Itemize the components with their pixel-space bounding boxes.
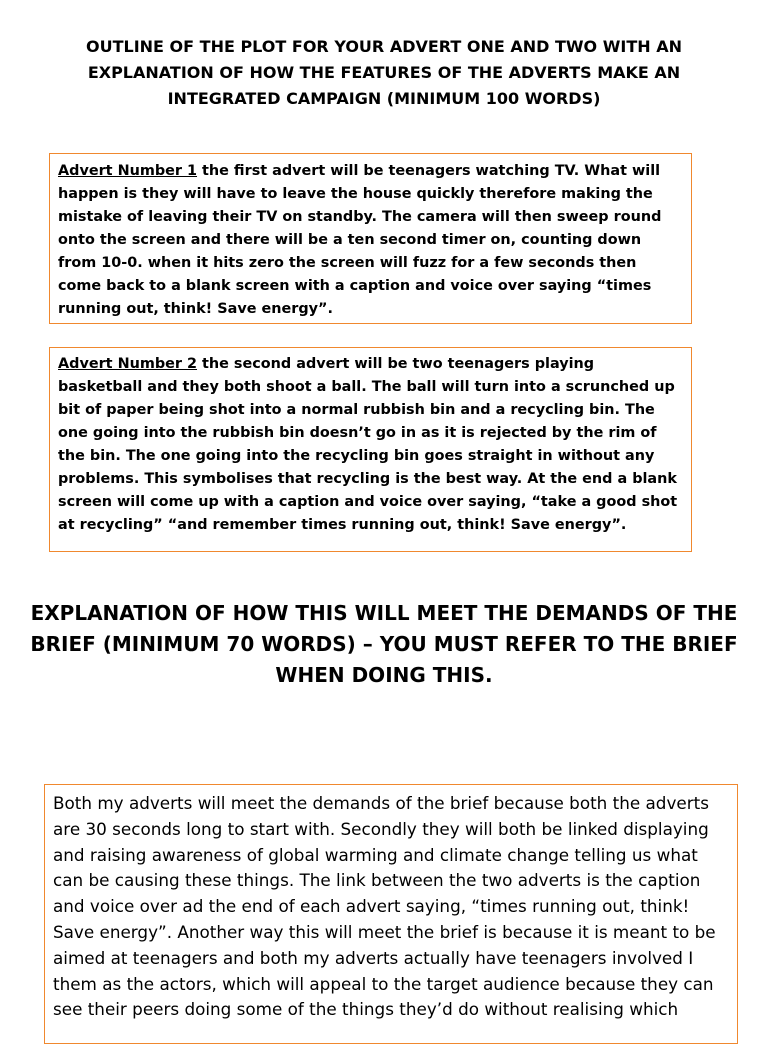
advert-1-box	[49, 153, 692, 324]
explanation-text: Both my adverts will meet the demands of the brief because both the adverts are 30 seconds long to start with. Secondly they will both be linked displaying and raising awareness of global warming and climate change telling us what can be causing these things. The link between the two adverts is the caption and voice over ad the end of each advert saying, “times running out, think! Save energy”. Another way this will meet the brief is because it is meant to be aimed at teenagers and both my adverts actually have teenagers involved I them as the actors, which will appeal to the target audience because they can see their peers doing some of the things they’d do without realising which	[53, 793, 716, 1020]
advert-2-label: Advert Number 2	[58, 356, 198, 372]
advert-2-box	[49, 347, 692, 552]
advert-1-label: Advert Number 1	[58, 163, 198, 179]
explanation-title: EXPLANATION OF HOW THIS WILL MEET THE DEMANDS OF THE BRIEF (MINIMUM 70 WORDS) – YOU MUST REFER TO THE BRIEF WHEN DOING THIS.	[30, 601, 738, 687]
advert-2-text: the second advert will be two teenagers playing basketball and they both shoot a ball. The ball will turn into a scrunched up bit of paper being shot into a normal rubbish bin and a recycling bin. The one going into the rubbish bin doesn’t go in as it is rejected by the rim of the bin. The one going into the recycling bin goes straight in without any problems. This symbolises that recycling is the best way. At the end a blank screen will come up with a caption and voice over saying, “take a good shot at recycling” “and remember times running out, think! Save energy”.	[58, 356, 678, 533]
advert-1-text: the first advert will be teenagers watching TV. What will happen is they will have to leave the house quickly therefore making the mistake of leaving their TV on standby. The camera will then sweep round onto the screen and there will be a ten second timer on, counting down from 10-0. when it hits zero the screen will fuzz for a few seconds then come back to a blank screen with a caption and voice over saying “times running out, think! Save energy”.	[58, 163, 662, 317]
page-title: OUTLINE OF THE PLOT FOR YOUR ADVERT ONE AND TWO WITH AN EXPLANATION OF HOW THE FEATURES OF THE ADVERTS MAKE AN INTEGRATED CAMPAIGN (MINIMUM 100 WORDS)	[86, 37, 682, 108]
explanation-box	[44, 784, 738, 1044]
